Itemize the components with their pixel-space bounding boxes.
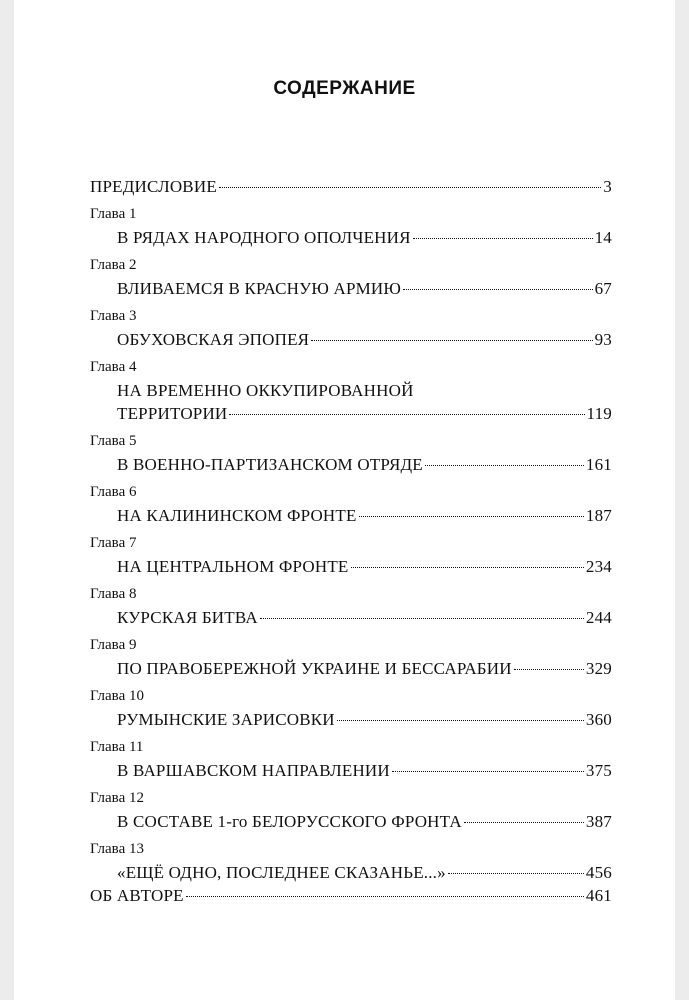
- toc-page-number: 360: [585, 710, 612, 729]
- page-title: СОДЕРЖАНИЕ: [273, 78, 416, 99]
- toc-entry-preface: [90, 175, 612, 198]
- chapter-label: Глава 13: [90, 841, 144, 857]
- toc-entry-chapter-6: [90, 480, 612, 527]
- chapter-title: НА КАЛИНИНСКОМ ФРОНТЕ: [117, 506, 357, 525]
- toc-entry-chapter-10: [90, 684, 612, 731]
- chapter-label: Глава 12: [90, 790, 144, 806]
- toc-page-number: 456: [585, 863, 612, 882]
- chapter-label: Глава 6: [90, 484, 137, 500]
- dot-leader: [311, 340, 592, 341]
- toc-page-number: 387: [585, 812, 612, 831]
- chapter-label: Глава 11: [90, 739, 144, 755]
- toc-page-number: 461: [585, 886, 612, 905]
- table-of-contents: [90, 175, 612, 907]
- toc-page-number: 119: [586, 404, 612, 423]
- toc-page-number: 187: [585, 506, 612, 525]
- chapter-title: В СОСТАВЕ 1-го БЕЛОРУССКОГО ФРОНТА: [117, 812, 462, 831]
- dot-leader: [403, 289, 593, 290]
- chapter-title: НА ЦЕНТРАЛЬНОМ ФРОНТЕ: [117, 557, 349, 576]
- chapter-title: «ЕЩЁ ОДНО, ПОСЛЕДНЕЕ СКАЗАНЬЕ...»: [117, 863, 446, 882]
- chapter-label: Глава 7: [90, 535, 137, 551]
- toc-page-number: 67: [594, 279, 612, 298]
- toc-page-number: 375: [585, 761, 612, 780]
- chapter-label: Глава 9: [90, 637, 137, 653]
- toc-page-number: 234: [585, 557, 612, 576]
- dot-leader: [392, 771, 584, 772]
- toc-entry-chapter-3: [90, 304, 612, 351]
- toc-page-number: 3: [603, 177, 612, 196]
- chapter-label: Глава 1: [90, 206, 137, 222]
- toc-entry-chapter-12: [90, 786, 612, 833]
- toc-entry-chapter-7: [90, 531, 612, 578]
- toc-page-number: 244: [585, 608, 612, 627]
- dot-leader: [260, 618, 584, 619]
- chapter-label: Глава 3: [90, 308, 137, 324]
- book-page: [14, 0, 675, 1000]
- toc-entry-chapter-8: [90, 582, 612, 629]
- chapter-title: ВЛИВАЕМСЯ В КРАСНУЮ АРМИЮ: [117, 279, 402, 298]
- toc-entry-chapter-11: [90, 735, 612, 782]
- chapter-label: Глава 10: [90, 688, 144, 704]
- toc-page-number: 329: [585, 659, 612, 678]
- dot-leader: [514, 669, 584, 670]
- dot-leader: [351, 567, 584, 568]
- chapter-title-line-2: ТЕРРИТОРИИ: [117, 404, 228, 423]
- chapter-title: В ВАРШАВСКОМ НАПРАВЛЕНИИ: [117, 761, 390, 780]
- toc-entry-chapter-1: [90, 202, 612, 249]
- chapter-title: РУМЫНСКИЕ ЗАРИСОВКИ: [117, 710, 335, 729]
- toc-page-number: 14: [594, 228, 612, 247]
- toc-entry-chapter-4: [90, 355, 612, 425]
- dot-leader: [229, 414, 584, 415]
- dot-leader: [219, 187, 601, 188]
- toc-entry-chapter-5: [90, 429, 612, 476]
- chapter-label: Глава 5: [90, 433, 137, 449]
- chapter-label: Глава 2: [90, 257, 137, 273]
- chapter-title: ПО ПРАВОБЕРЕЖНОЙ УКРАИНЕ И БЕССАРАБИИ: [117, 659, 512, 678]
- toc-entry-about-author: [90, 884, 612, 907]
- chapter-label: Глава 4: [90, 359, 137, 375]
- dot-leader: [448, 873, 584, 874]
- toc-entry-title: ПРЕДИСЛОВИЕ: [90, 177, 217, 196]
- chapter-title: В ВОЕННО-ПАРТИЗАНСКОМ ОТРЯДЕ: [117, 455, 423, 474]
- dot-leader: [359, 516, 584, 517]
- toc-page-number: 93: [594, 330, 612, 349]
- dot-leader: [413, 238, 593, 239]
- toc-entry-chapter-13: [90, 837, 612, 884]
- dot-leader: [186, 896, 584, 897]
- toc-entry-title: ОБ АВТОРЕ: [90, 886, 184, 905]
- chapter-title: КУРСКАЯ БИТВА: [117, 608, 258, 627]
- dot-leader: [337, 720, 584, 721]
- toc-page-number: 161: [585, 455, 612, 474]
- chapter-title-line-1: НА ВРЕМЕННО ОККУПИРОВАННОЙ: [117, 381, 414, 400]
- chapter-title: ОБУХОВСКАЯ ЭПОПЕЯ: [117, 330, 310, 349]
- toc-entry-chapter-2: [90, 253, 612, 300]
- chapter-label: Глава 8: [90, 586, 137, 602]
- dot-leader: [464, 822, 584, 823]
- dot-leader: [425, 465, 584, 466]
- toc-entry-chapter-9: [90, 633, 612, 680]
- chapter-title: В РЯДАХ НАРОДНОГО ОПОЛЧЕНИЯ: [117, 228, 411, 247]
